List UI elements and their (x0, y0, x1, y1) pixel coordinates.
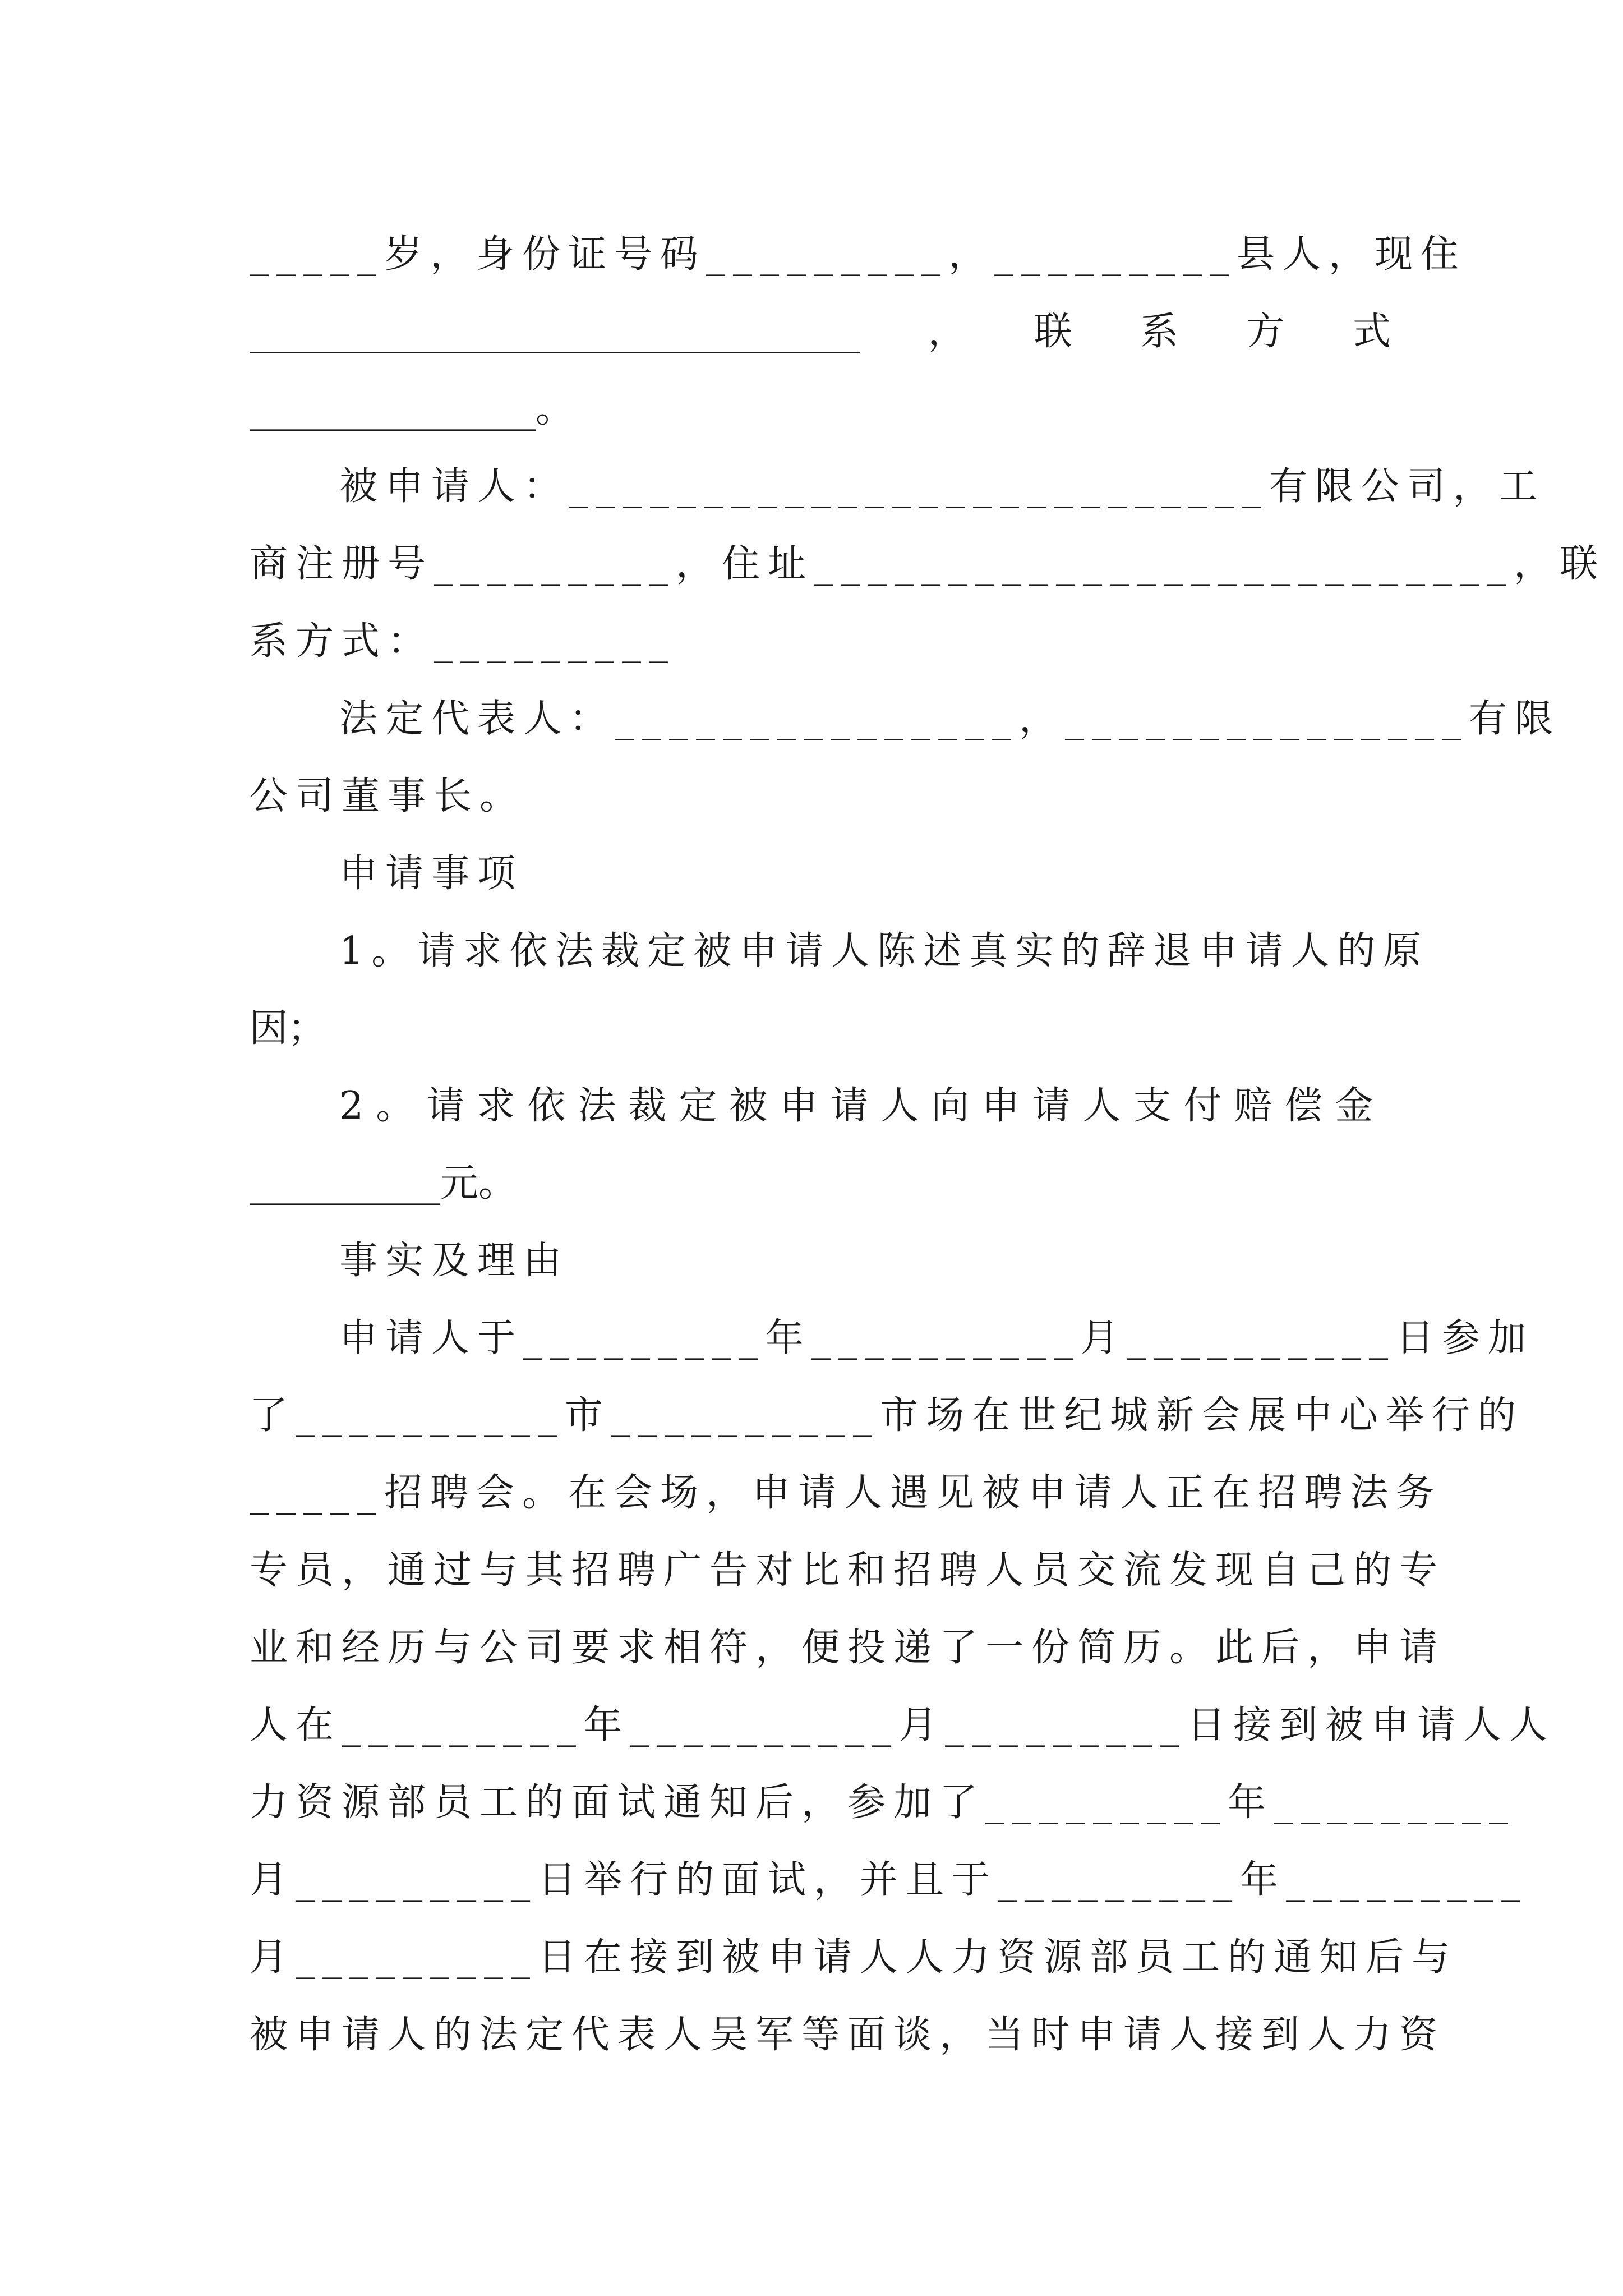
paragraph-line-12: 2。请求依法裁定被申请人向申请人支付赔偿金 (339, 1084, 1386, 1128)
paragraph-line-23: 月_________日在接到被申请人人力资源部员工的通知后与 (250, 1935, 1458, 1980)
paragraph-line-20: 人在_________年__________月_________日接到被申请人人 (250, 1703, 1556, 1747)
paragraph-line-10: 1。请求依法裁定被申请人陈述真实的辞退申请人的原 (339, 929, 1430, 973)
section-heading-facts: 事实及理由 (339, 1239, 570, 1283)
contact-char-2: 系 (1140, 310, 1179, 354)
paragraph-line-6: 系方式：_________ (250, 619, 676, 664)
paragraph-line-1: _____岁，身份证号码_________，_________县人，现住 (250, 232, 1467, 277)
paragraph-line-24: 被申请人的法定代表人吴军等面谈，当时申请人接到人力资 (250, 2013, 1446, 2057)
paragraph-line-5: 商注册号_________，住址__________________________，联 (250, 542, 1606, 586)
paragraph-line-16: 了__________市__________市场在世纪城新会展中心举行的 (250, 1393, 1524, 1438)
comma-mark: ， (928, 310, 966, 354)
document-body (250, 216, 1606, 2074)
paragraph-line-4: 被申请人：__________________________有限公司，工 (339, 464, 1546, 509)
section-heading-claims: 申请事项 (339, 852, 524, 896)
paragraph-line-17: _____招聘会。在会场，申请人遇见被申请人正在招聘法务 (250, 1471, 1442, 1515)
paragraph-line-22: 月_________日举行的面试，并且于_________年_________ (250, 1858, 1529, 1902)
paragraph-line-21: 力资源部员工的面试通知后，参加了_________年_________ (250, 1780, 1516, 1825)
paragraph-line-3: _______________。 (250, 387, 574, 431)
contact-char-1: 联 (1034, 310, 1072, 354)
contact-char-4: 式 (1352, 310, 1391, 354)
paragraph-line-2 (250, 293, 1391, 371)
paragraph-line-8: 公司董事长。 (250, 774, 526, 818)
paragraph-line-19: 业和经历与公司要求相符，便投递了一份简历。此后，申请 (250, 1626, 1446, 1670)
paragraph-line-13: __________元。 (250, 1161, 517, 1205)
paragraph-line-11: 因； (250, 1006, 326, 1051)
paragraph-line-18: 专员，通过与其招聘广告对比和招聘人员交流发现自己的专 (250, 1548, 1446, 1593)
blank-address: ________________________________ (250, 310, 860, 354)
contact-char-3: 方 (1246, 310, 1285, 354)
paragraph-line-15: 申请人于_________年__________月__________日参加 (339, 1316, 1534, 1360)
paragraph-line-7: 法定代表人：_______________，_______________有限 (339, 697, 1561, 741)
